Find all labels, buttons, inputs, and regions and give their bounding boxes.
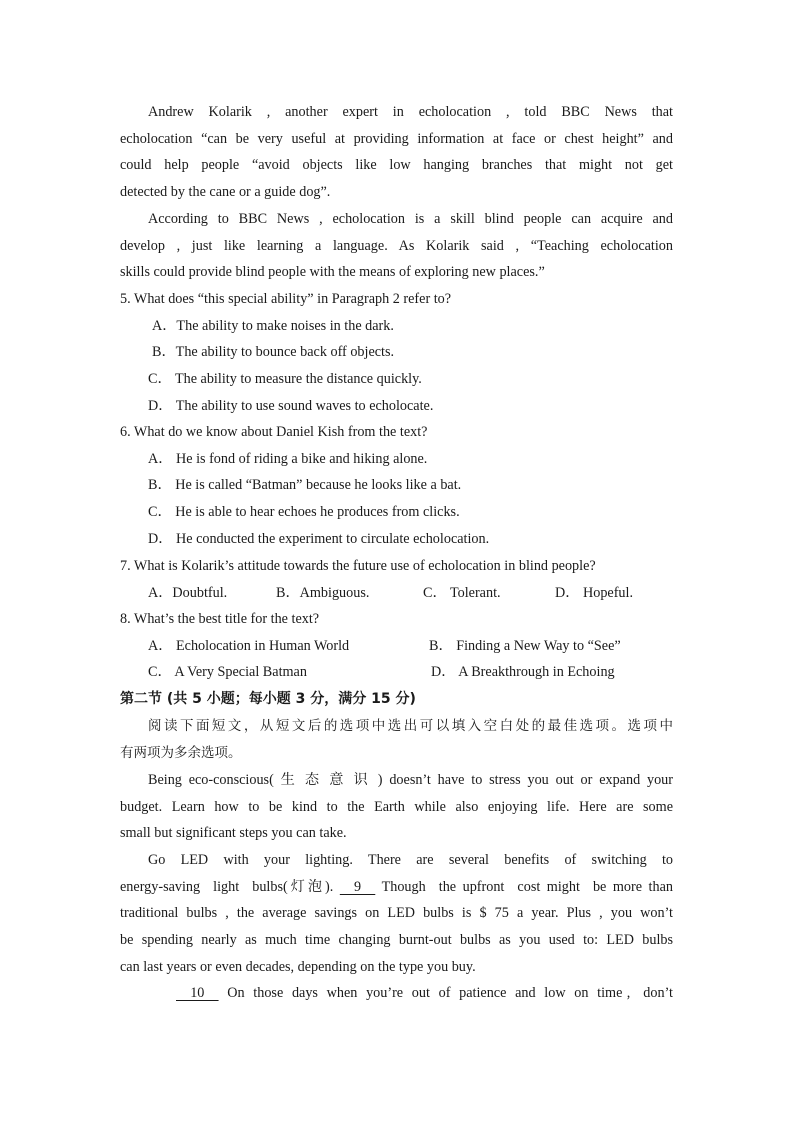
passage-paragraph-1 (120, 99, 673, 206)
text-line: Go LED with your lighting. There are several benefits of switching to (148, 852, 673, 868)
question-stem: 7. What is Kolarik’s attitude towards the future use of echolocation in blind people? (120, 558, 596, 574)
text-segment: energy-saving light bulbs(灯泡). (120, 878, 334, 895)
text-line: detected by the cane or a guide dog”. (120, 184, 331, 201)
text-line: Andrew Kolarik , another expert in echolocation , told BBC News that (148, 104, 673, 120)
section-title: 第二节 (共 5 小题；每小题 3 分，满分 15 分) (120, 691, 416, 707)
option-d: D． Hopeful. (555, 584, 634, 601)
text-line: Being eco-conscious( 生 态 意 识 ) doesn’t have to stress you out or expand your (148, 772, 673, 788)
text-line: echolocation “can be very useful at providing information at face or chest height” and (120, 130, 673, 147)
option-b: B． He is called “Batman” because he looks like a bat. (148, 477, 462, 494)
question-stem: 8. What’s the best title for the text? (120, 611, 320, 627)
text-line: develop , just like learning a language. As Kolarik said , “Teaching echolocation (120, 237, 673, 254)
question-7 (120, 553, 673, 606)
options-row (120, 580, 673, 607)
text-line (120, 874, 673, 901)
option-b: B．Ambiguous. (276, 584, 370, 601)
option-a: A． Echolocation in Human World (148, 637, 350, 654)
instruction-line: 阅读下面短文，从短文后的选项中选出可以填入空白处的最佳选项。选项中 (148, 718, 673, 734)
blank-10[interactable]: 10 (176, 985, 219, 1001)
text-segment: Though the upfront cost might be more than (381, 878, 673, 895)
option-b: B． Finding a New Way to “See” (429, 637, 621, 654)
options-row (120, 659, 673, 686)
text-line: According to BBC News , echolocation is a skill blind people can acquire and (148, 211, 673, 227)
option-d: D． He conducted the experiment to circulate echolocation. (148, 530, 490, 547)
option-a: A． He is fond of riding a bike and hiking alone. (148, 450, 428, 467)
option-d: D． A Breakthrough in Echoing (431, 664, 615, 681)
section-2-paragraph-1 (120, 767, 673, 847)
option-c: C． He is able to hear echoes he produces from clicks. (148, 504, 460, 521)
text-line (120, 980, 673, 1007)
text-line: be spending nearly as much time changing burnt-out bulbs as you used to: LED bulbs (120, 932, 673, 949)
section-2-header (120, 686, 673, 713)
text-line: could help people “avoid objects like low hanging branches that might not get (120, 157, 673, 174)
question-stem: 5. What does “this special ability” in Paragraph 2 refer to? (120, 291, 452, 307)
question-stem: 6. What do we know about Daniel Kish from the text? (120, 424, 428, 440)
option-d: D． The ability to use sound waves to echolocate. (148, 397, 434, 414)
question-6 (120, 419, 673, 553)
instruction-line: 有两项为多余选项。 (120, 744, 242, 761)
text-segment: On those days when you’re out of patience and low on time , don’t (227, 985, 673, 1001)
text-line: traditional bulbs , the average savings on LED bulbs is $ 75 a year. Plus , you won’t (120, 905, 673, 922)
text-line: small but significant steps you can take. (120, 825, 347, 842)
text-line: budget. Learn how to be kind to the Earth while also enjoying life. Here are some (120, 798, 673, 815)
blank-9[interactable]: 9 (339, 878, 376, 895)
options-row (120, 633, 673, 660)
option-b: B．The ability to bounce back off objects. (152, 344, 395, 361)
option-a: A．The ability to make noises in the dark. (152, 317, 394, 334)
option-c: C． The ability to measure the distance quickly. (148, 371, 422, 388)
option-c: C． Tolerant. (423, 584, 501, 601)
section-2-paragraph-2 (120, 847, 673, 981)
section-2-instruction (120, 713, 673, 766)
option-a: A．Doubtful. (148, 584, 228, 601)
question-5 (120, 286, 673, 420)
question-8 (120, 606, 673, 686)
text-line: can last years or even decades, depending on the type you buy. (120, 958, 476, 975)
option-c: C． A Very Special Batman (148, 664, 307, 681)
section-2-paragraph-3 (120, 980, 673, 1007)
passage-paragraph-2 (120, 206, 673, 286)
text-line: skills could provide blind people with the means of exploring new places.” (120, 264, 545, 281)
